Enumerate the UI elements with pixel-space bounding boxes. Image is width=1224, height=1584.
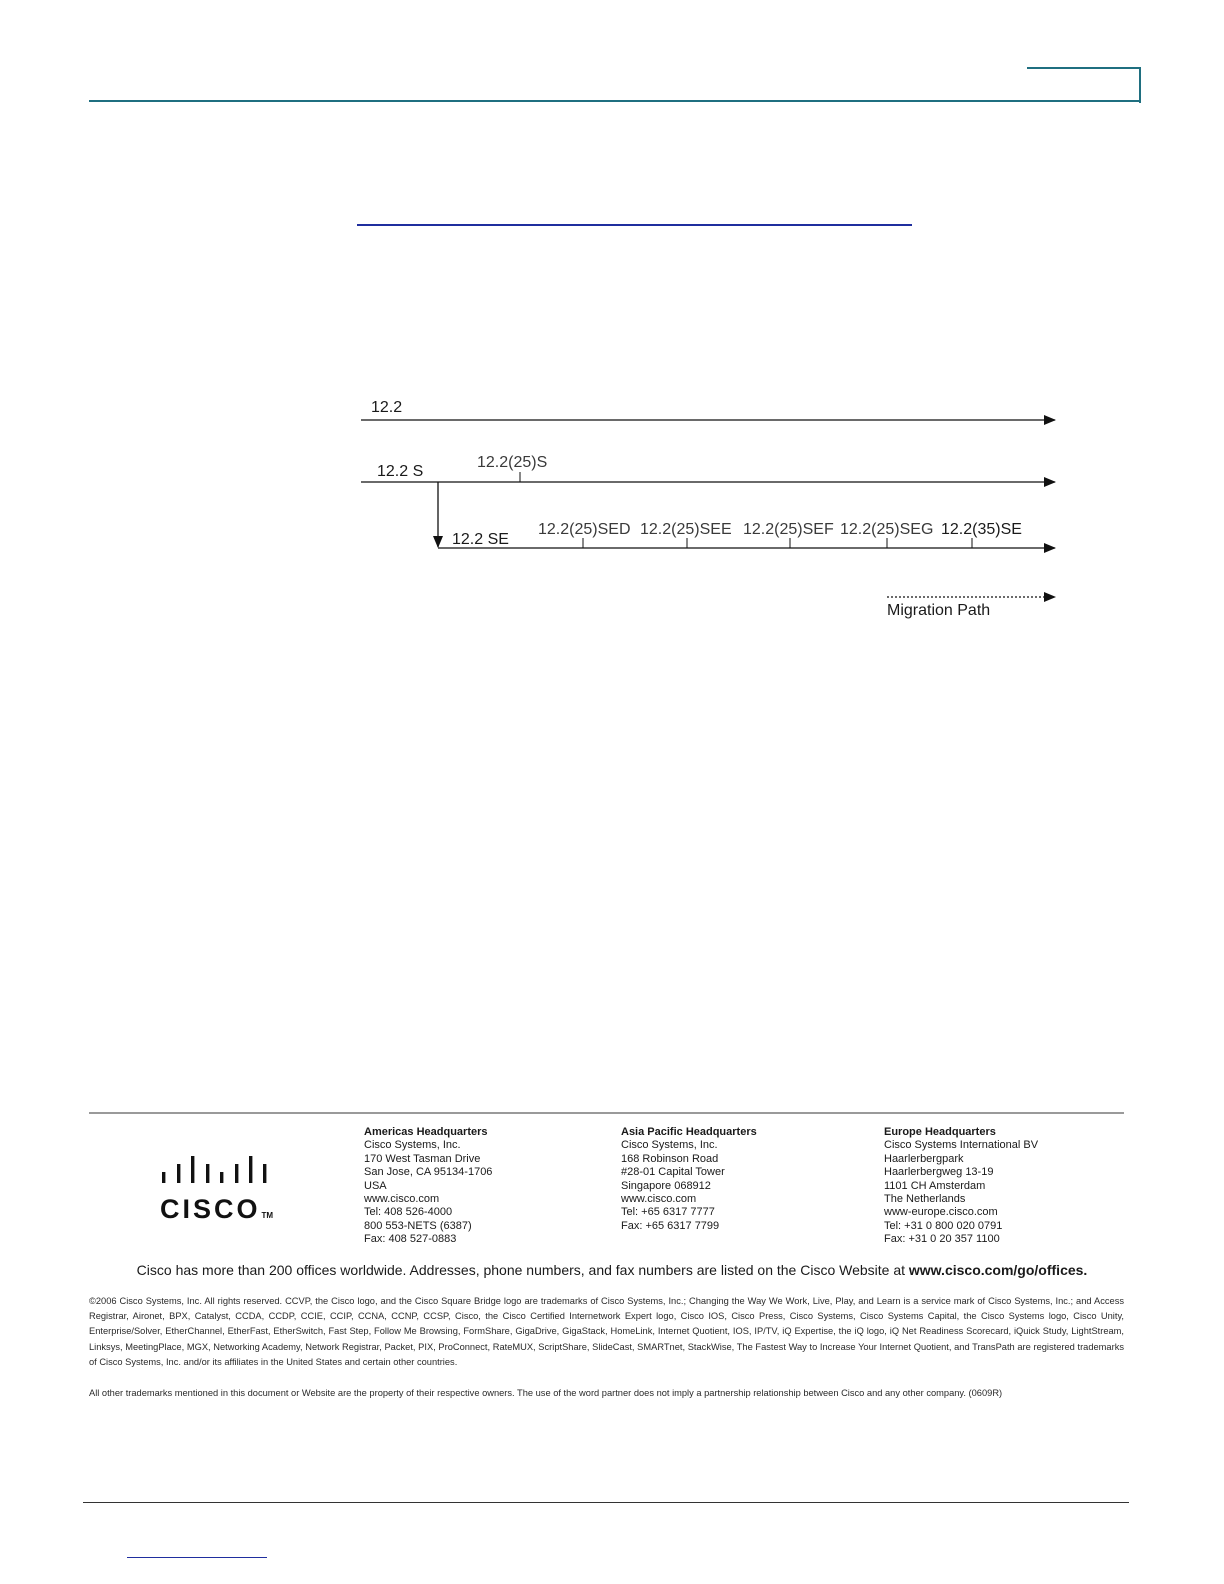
asia-hq-line: Cisco Systems, Inc. [621,1139,718,1152]
other-trademarks-notice: All other trademarks mentioned in this document or Website are the property of their respective owners. The use of the word partner does not imply a partnership relationship between Cisco and any other company. (0609R) [89,1388,1003,1398]
offices-text: Cisco has more than 200 offices worldwide. Addresses, phone numbers, and fax numbers are listed on the Cisco Website at [136,1262,909,1278]
release-12-2-25-see: 12.2(25)SEE [640,521,732,538]
asia-hq-line: Fax: +65 6317 7799 [621,1219,720,1232]
asia-hq-line: #28-01 Capital Tower [621,1166,725,1179]
americas-hq-line: 800 553-NETS (6387) [364,1219,472,1232]
europe-hq-website[interactable]: www-europe.cisco.com [884,1206,998,1219]
asia-hq-title: Asia Pacific Headquarters [621,1126,757,1138]
americas-hq-line: Cisco Systems, Inc. [364,1139,461,1152]
track-12-2-label: 12.2 [371,399,403,416]
release-migration-diagram [340,385,1070,625]
americas-hq-title: Americas Headquarters [364,1126,488,1138]
copyright-notice: ©2006 Cisco Systems, Inc. All rights reserved. CCVP, the Cisco logo, and the Cisco Square Bridge logo are trademarks of Cisco Systems, Inc.; Changing the Way We Work, Live, Play, and Learn is a service mark of Cisco Systems, Inc.; and Access Registrar, Aironet, BPX, Catalyst, CCDA, CCDP, CCIE, CCIP, CCNA, CCNP, CCSP, Cisco, the Cisco Certified Internetwork Expert logo, Cisco IOS, Cisco Press, Cisco Systems, Cisco Systems Capital, the Cisco Systems logo, Cisco Unity, Enterprise/Solver, EtherChannel, EtherFast, EtherSwitch, Fast Step, Follow Me Browsing, FormShare, GigaDrive, GigaStack, HomeLink, Internet Quotient, IOS, IP/TV, iQ Expertise, the iQ logo, iQ Net Readiness Scorecard, iQuick Study, LightStream, Linksys, MeetingPlace, MGX, Networking Academy, Network Registrar, Packet, PIX, ProConnect, RateMUX, ScriptShare, SlideCast, SMARTnet, StackWise, The Fastest Way to Increase Your Internet Quotient, and TransPath are registered trademarks of Cisco Systems, Inc. and/or its affiliates in the United States and certain other countries. [89,1296,1124,1367]
cisco-logo [160,1156,275,1222]
trademark-symbol: TM [261,1211,274,1220]
asia-hq-line: 168 Robinson Road [621,1152,719,1165]
americas-hq-line: USA [364,1179,387,1192]
asia-hq-line: Singapore 068912 [621,1179,711,1192]
europe-hq-line: Fax: +31 0 20 357 1100 [884,1233,1000,1246]
track-12-2-s-label: 12.2 S [377,463,424,480]
americas-headquarters [364,1126,492,1247]
asia-hq-line: Tel: +65 6317 7777 [621,1206,715,1219]
americas-hq-line: San Jose, CA 95134-1706 [364,1166,493,1179]
offices-link[interactable]: www.cisco.com/go/offices. [908,1262,1088,1278]
migration-path-legend-label: Migration Path [887,602,991,619]
europe-hq-line: Haarlerbergweg 13-19 [884,1166,994,1179]
asia-pacific-headquarters [621,1126,757,1233]
release-12-2-35-se: 12.2(35)SE [941,521,1022,538]
europe-hq-line: The Netherlands [884,1193,966,1206]
hyperlink-underline[interactable] [357,224,912,226]
europe-hq-line: Tel: +31 0 800 020 0791 [884,1219,1003,1232]
offices-statement [0,1262,1224,1278]
europe-headquarters [884,1126,1038,1247]
americas-hq-line: Tel: 408 526-4000 [364,1206,453,1219]
release-12-2-25-s: 12.2(25)S [477,454,548,471]
page-bottom-rule [83,1502,1129,1503]
footer-rule [89,1112,1124,1114]
release-12-2-25-sed: 12.2(25)SED [538,521,631,538]
release-12-2-25-sef: 12.2(25)SEF [743,521,834,538]
asia-hq-website[interactable]: www.cisco.com [621,1193,697,1206]
europe-hq-title: Europe Headquarters [884,1126,996,1138]
europe-hq-line: Haarlerbergpark [884,1152,964,1165]
europe-hq-line: Cisco Systems International BV [884,1139,1039,1152]
americas-hq-line: 170 West Tasman Drive [364,1152,481,1165]
europe-hq-line: 1101 CH Amsterdam [884,1179,986,1192]
americas-hq-line: Fax: 408 527-0883 [364,1233,457,1246]
americas-hq-website[interactable]: www.cisco.com [364,1193,440,1206]
cisco-wordmark: CISCO [160,1194,261,1224]
cisco-bridge-icon [160,1156,275,1190]
release-12-2-25-seg: 12.2(25)SEG [840,521,934,538]
header-tab-box [1027,67,1141,103]
header-rule [89,100,1141,102]
bottom-hyperlink-underline[interactable] [127,1557,267,1558]
track-12-2-se-label: 12.2 SE [452,531,509,548]
